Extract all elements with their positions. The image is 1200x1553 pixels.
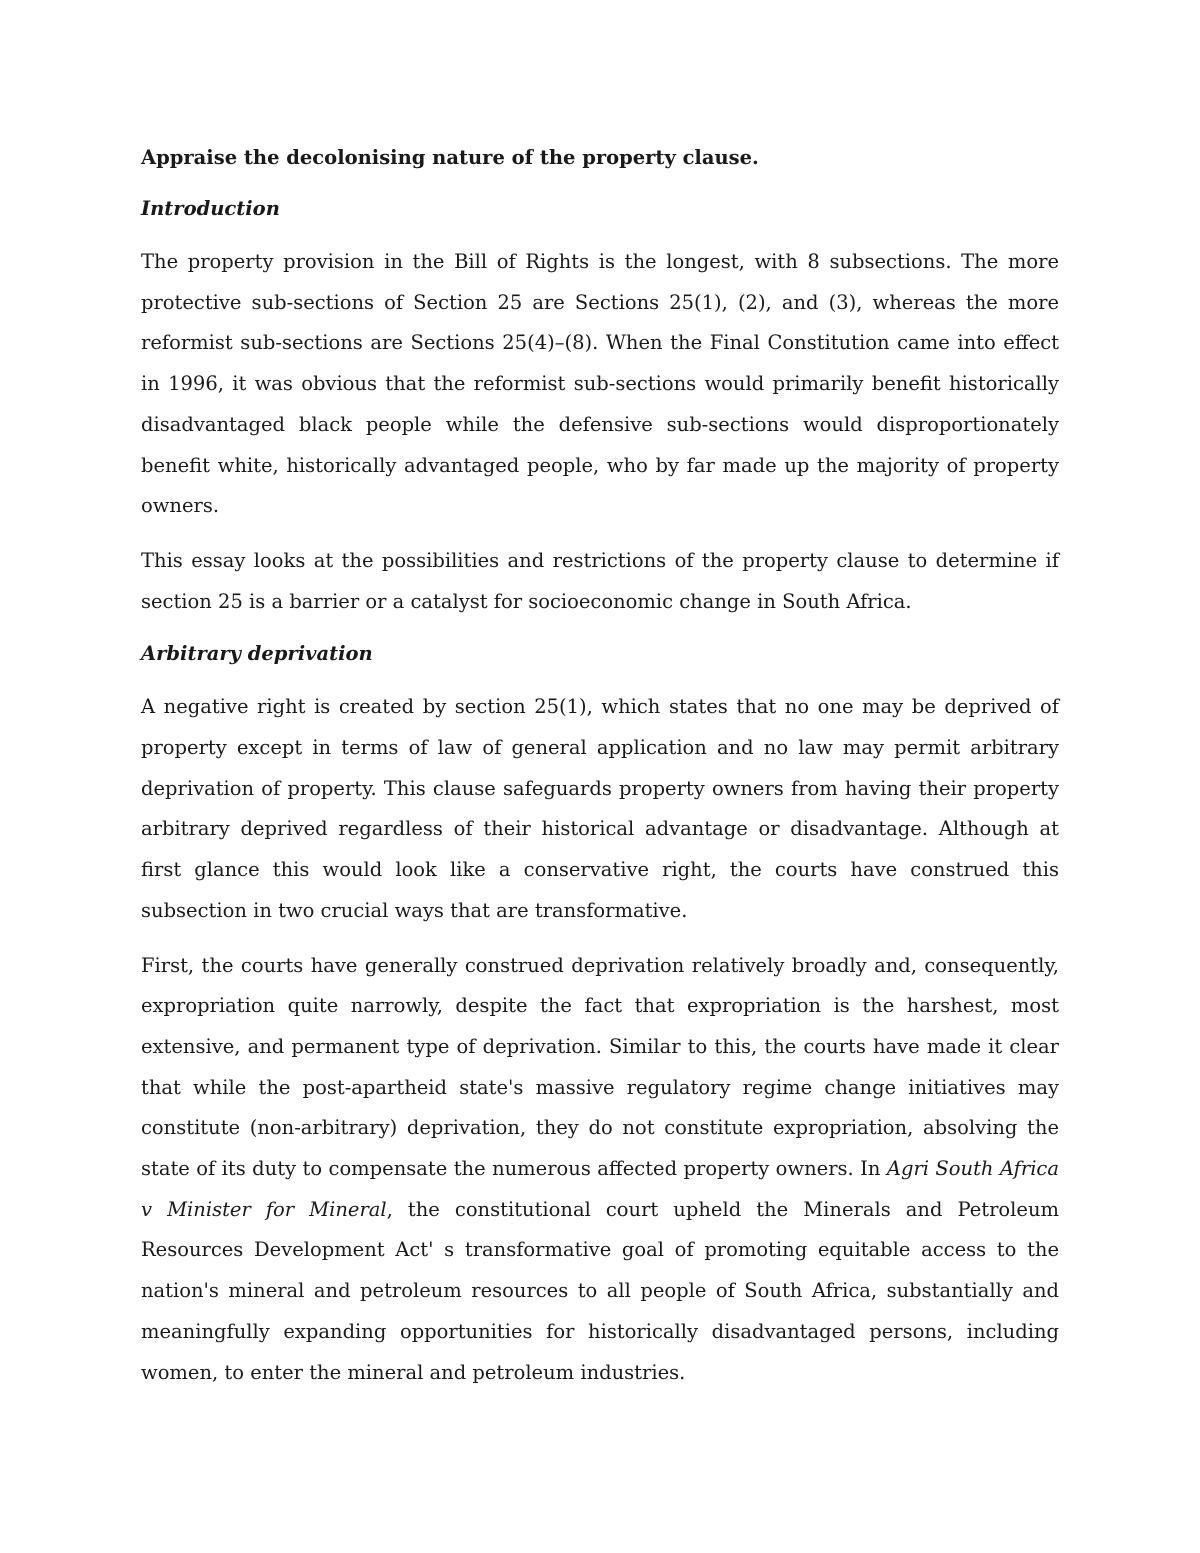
document-title: Appraise the decolonising nature of the property clause. [141,146,759,169]
document-page [141,140,1059,1407]
arbitrary-deprivation-paragraph-2 [141,946,1059,1394]
paragraph-text-part-1: First, the courts have generally construed deprivation relatively broadly and, consequently, expropriation quite narrowly, despite the fact that expropriation is the harshest, most extensive, and permanent type of deprivation. Similar to this, the courts have made it clear that while the post-apartheid state's massive regulatory regime change initiatives may constitute (non-arbitrary) deprivation, they do not constitute expropriation, absolving the state of its duty to compensate the numerous affected property owners. In [141,953,1059,1181]
introduction-paragraph-2: This essay looks at the possibilities and restrictions of the property clause to determine if section 25 is a barrier or a catalyst for socioeconomic change in South Africa. [141,548,1059,613]
arbitrary-deprivation-heading: Arbitrary deprivation [141,642,373,666]
introduction-heading: Introduction [141,197,280,220]
paragraph-text-part-2: , the constitutional court upheld the Minerals and Petroleum Resources Development Act' s transformative goal of promoting equitable access to the nation's mineral and petroleum resources to all people of South Africa, substantially and meaningfully expanding opportunities for historically disadvantaged persons, including women, to enter the mineral and petroleum industries. [141,1197,1059,1384]
arbitrary-deprivation-paragraph-1: A negative right is created by section 25(1), which states that no one may be deprived of property except in terms of law of general application and no law may permit arbitrary deprivation of property. This clause safeguards property owners from having their property arbitrary deprived regardless of their historical advantage or disadvantage. Although at first glance this would look like a conservative right, the courts have construed this subsection in two crucial ways that are transformative. [141,695,1059,922]
introduction-paragraph-1: The property provision in the Bill of Rights is the longest, with 8 subsections. The more protective sub-sections of Section 25 are Sections 25(1), (2), and (3), whereas the more reformist sub-sections are Sections 25(4)–(8). When the Final Constitution came into effect in 1996, it was obvious that the reformist sub-sections would primarily benefit historically disadvantaged black people while the defensive sub-sections would disproportionately benefit white, historically advantaged people, who by far made up the majority of property owners. [141,250,1059,518]
case-citation: Agri South Africa v Minister for Mineral [141,1157,1059,1221]
